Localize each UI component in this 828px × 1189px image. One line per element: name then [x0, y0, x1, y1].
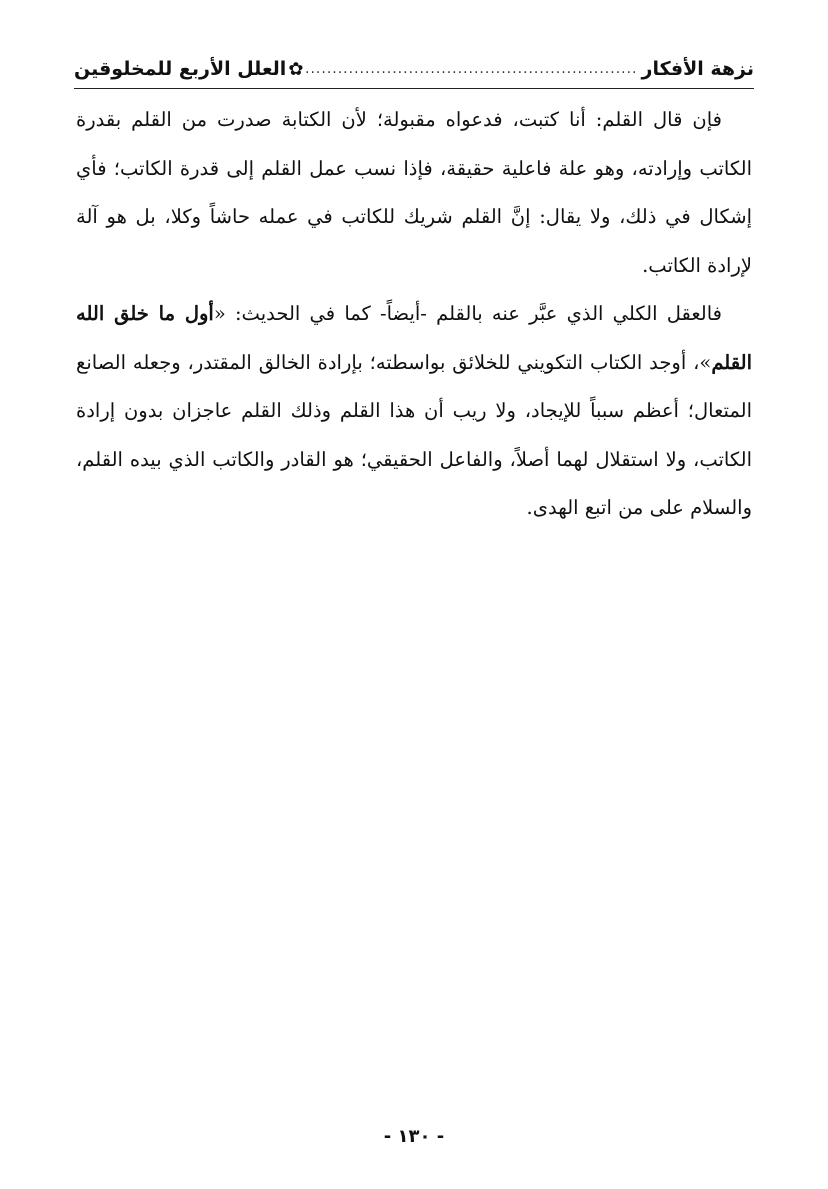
- paragraph-2: [76, 290, 752, 533]
- paragraph-1-text: فإن قال القلم: أنا كتبت، فدعواه مقبولة؛ لأن الكتابة صدرت من القلم بقدرة الكاتب وإرادته، وهو علة فاعلية حقيقة، فإذا نسب عمل القلم إلى قدرة الكاتب؛ فأي إشكال في ذلك، ولا يقال: إنَّ القلم شريك للكاتب في عمله حاشاً وكلا، بل هو آلة لإرادة الكاتب.: [76, 108, 752, 277]
- hadith-quote: أول ما خلق الله القلم: [76, 302, 752, 374]
- chapter-title: العلل الأربع للمخلوقين: [74, 58, 287, 80]
- body-text: [76, 96, 752, 533]
- page-number: - ١٣٠ -: [383, 1126, 445, 1147]
- header-rule: [74, 88, 754, 89]
- header-dot-leader: [305, 59, 641, 79]
- book-title: نزهة الأفكار: [641, 58, 754, 80]
- paragraph-2-text-before: فالعقل الكلي الذي عبَّر عنه بالقلم -أيضاً- كما في الحديث: «: [213, 302, 722, 325]
- paragraph-2-text-after: »، أوجد الكتاب التكويني للخلائق بواسطته؛ بإرادة الخالق المقتدر، وجعله الصانع المتعال؛ أعظم سبباً للإيجاد، ولا ريب أن هذا القلم وذلك القلم عاجزان بدون إرادة الكاتب، ولا استقلال لهما أصلاً، والفاعل الحقيقي؛ هو القادر والكاتب الذي بيده القلم، والسلام على من اتبع الهدى.: [76, 350, 752, 519]
- paragraph-1: [76, 96, 752, 290]
- running-header: [74, 52, 754, 86]
- flower-ornament-icon: ✿: [288, 58, 304, 80]
